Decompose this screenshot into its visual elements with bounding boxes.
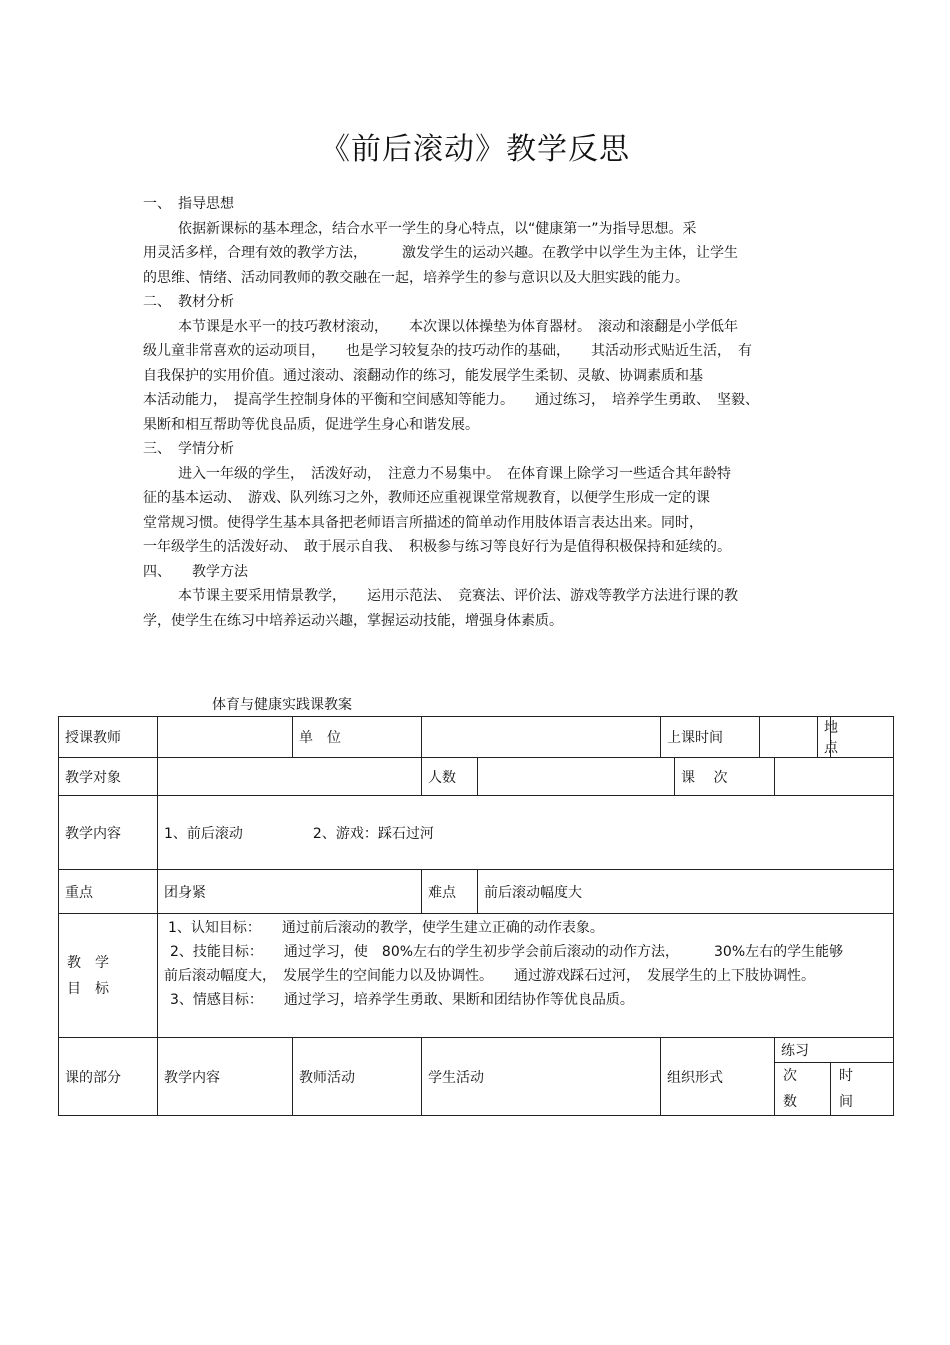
session-label: 课 次	[675, 758, 775, 796]
section-heading: 三、 学情分析	[143, 441, 234, 457]
goal-line: 3、情感目标： 通过学习，培养学生勇敢、果断和团结协作等优良品质。	[170, 992, 634, 1008]
header-part: 课的部分	[59, 1038, 158, 1116]
section-heading: 四、 教学方法	[143, 563, 248, 580]
goals-value	[158, 914, 894, 1038]
page-title: 《前后滚动》教学反思	[320, 132, 630, 167]
paragraph-line: 堂常规习惯。使得学生基本具备把老师语言所描述的简单动作用肢体语言表达出来。同时，	[143, 514, 703, 531]
paragraph-line: 依据新课标的基本理念，结合水平一学生的身心特点，以“健康第一”为指导思想。采	[178, 220, 697, 237]
unit-label: 单 位	[293, 717, 422, 758]
header-duration-line: 间	[839, 1094, 854, 1110]
header-times-line: 数	[783, 1094, 798, 1110]
table-caption: 体育与健康实践课教案	[212, 697, 352, 713]
place-value	[831, 717, 894, 758]
paragraph-line: 一年级学生的活泼好动、 敢于展示自我、 积极参与练习等良好行为是值得积极保持和延续的。	[143, 539, 731, 555]
goals-label-line: 教 学	[67, 954, 109, 971]
paragraph-line: 果断和相互帮助等优良品质，促进学生身心和谐发展。	[143, 416, 479, 433]
class-time-value	[760, 717, 818, 758]
lesson-plan-table	[58, 716, 894, 1116]
reflection-body	[143, 192, 823, 633]
section-heading: 二、 教材分析	[143, 294, 234, 310]
class-time-label: 上课时间	[661, 717, 760, 758]
section-heading: 一、 指导思想	[143, 196, 234, 212]
paragraph-line: 本节课主要采用情景教学， 运用示范法、 竞赛法、评价法、游戏等教学方法进行课的教	[178, 588, 738, 604]
goal-line: 前后滚动幅度大， 发展学生的空间能力以及协调性。 通过游戏踩石过河， 发展学生的上下肢协调性。	[164, 968, 815, 984]
header-times	[775, 1063, 831, 1116]
object-label: 教学对象	[59, 758, 158, 796]
paragraph-line: 的思维、情绪、活动同教师的教交融在一起，培养学生的参与意识以及大胆实践的能力。	[143, 269, 689, 286]
teacher-label: 授课教师	[59, 717, 158, 758]
content-value: 1、前后滚动 2、游戏：踩石过河	[158, 796, 894, 870]
goals-label	[59, 914, 158, 1038]
unit-value	[422, 717, 661, 758]
paragraph-line: 征的基本运动、 游戏、队列练习之外，教师还应重视课堂常规教育，以便学生形成一定的课	[143, 490, 710, 506]
teacher-value	[158, 717, 293, 758]
header-duration-line: 时	[839, 1068, 854, 1084]
key-point-label: 重点	[59, 870, 158, 914]
header-practice: 练习	[775, 1038, 894, 1063]
paragraph-line: 学，使学生在练习中培养运动兴趣，掌握运动技能，增强身体素质。	[143, 612, 563, 629]
goals-label-line: 目 标	[67, 980, 109, 997]
difficulty-value: 前后滚动幅度大	[478, 870, 894, 914]
count-value	[478, 758, 675, 796]
header-content: 教学内容	[158, 1038, 293, 1116]
count-label: 人数	[422, 758, 478, 796]
header-duration	[831, 1063, 894, 1116]
header-student-activity: 学生活动	[422, 1038, 661, 1116]
session-value	[775, 758, 894, 796]
header-teacher-activity: 教师活动	[293, 1038, 422, 1116]
object-value	[158, 758, 422, 796]
header-organization: 组织形式	[661, 1038, 775, 1116]
difficulty-label: 难点	[422, 870, 478, 914]
goal-line: 1、认知目标： 通过前后滚动的教学，使学生建立正确的动作表象。	[168, 920, 604, 936]
header-times-line: 次	[783, 1068, 798, 1084]
place-label: 地点	[818, 717, 831, 758]
paragraph-line: 本节课是水平一的技巧教材滚动， 本次课以体操垫为体育器材。 滚动和滚翻是小学低年	[178, 318, 738, 335]
key-point-value: 团身紧	[158, 870, 422, 914]
paragraph-line: 用灵活多样，合理有效的教学方法， 激发学生的运动兴趣。在教学中以学生为主体，让学生	[143, 245, 738, 261]
paragraph-line: 进入一年级的学生， 活泼好动， 注意力不易集中。 在体育课上除学习一些适合其年龄特	[178, 465, 731, 482]
goal-line: 2、技能目标： 通过学习，使 80%左右的学生初步学会前后滚动的动作方法， 30%左右的学生能够	[170, 944, 844, 960]
paragraph-line: 自我保护的实用价值。通过滚动、滚翻动作的练习，能发展学生柔韧、灵敏、协调素质和基	[143, 367, 703, 384]
paragraph-line: 级儿童非常喜欢的运动项目， 也是学习较复杂的技巧动作的基础， 其活动形式贴近生活， 有	[143, 343, 752, 359]
content-label: 教学内容	[59, 796, 158, 870]
paragraph-line: 本活动能力， 提高学生控制身体的平衡和空间感知等能力。 通过练习， 培养学生勇敢、 坚毅、	[143, 392, 759, 408]
